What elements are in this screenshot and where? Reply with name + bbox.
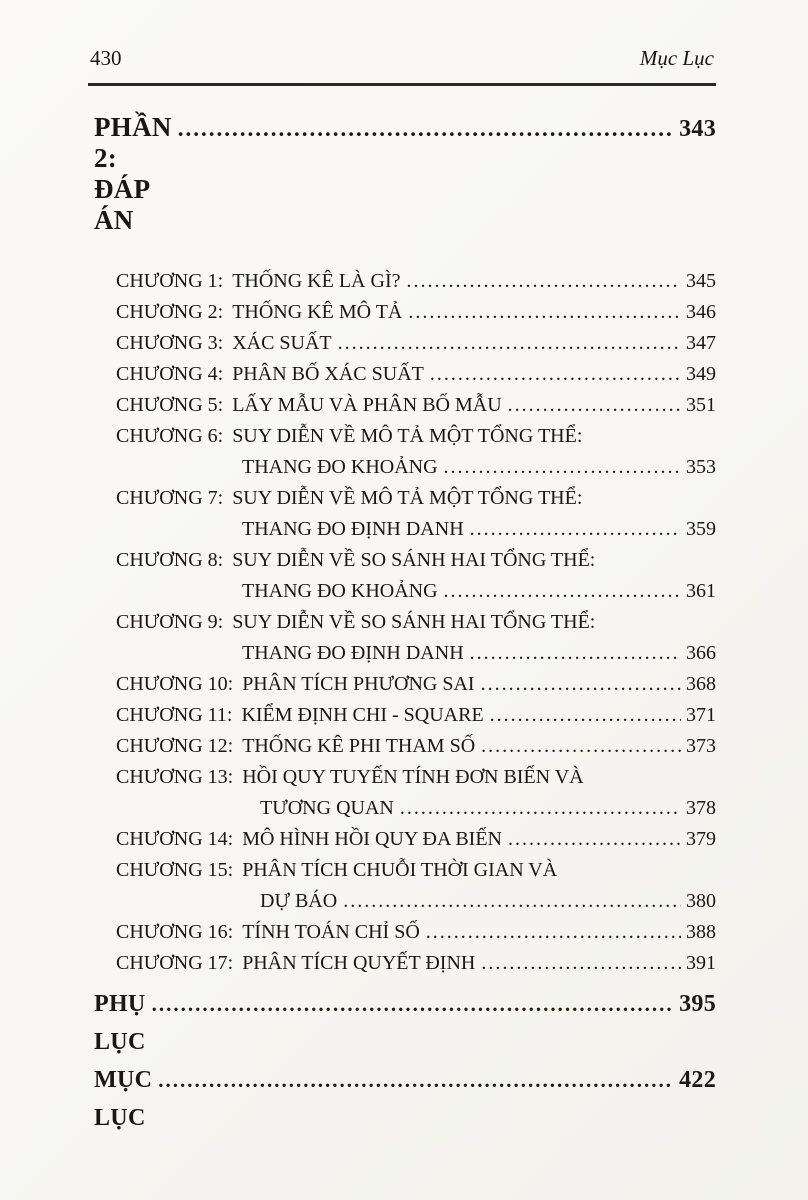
chapter-page-number: 368 — [686, 673, 716, 695]
folio-page-number: 430 — [90, 46, 122, 70]
chapter-title: PHÂN BỐ XÁC SUẤT — [232, 363, 424, 385]
chapter-label: CHƯƠNG 7: — [116, 487, 224, 509]
chapter-title: KIỂM ĐỊNH CHI - SQUARE — [241, 704, 484, 726]
chapter-title: SUY DIỄN VỀ SO SÁNH HAI TỔNG THỂ: — [232, 549, 596, 571]
toc-chapter-entry — [116, 855, 716, 917]
toc-chapter-entry — [116, 700, 716, 731]
chapter-label: CHƯƠNG 10: — [116, 673, 234, 695]
chapter-page-number: 388 — [686, 921, 716, 943]
dot-leader — [481, 731, 681, 762]
chapter-title: LẤY MẪU VÀ PHÂN BỐ MẪU — [232, 394, 502, 416]
dot-leader — [444, 452, 681, 483]
chapter-label: CHƯƠNG 1: — [116, 270, 224, 292]
backmatter-label: PHỤ LỤC — [94, 991, 146, 1055]
dot-leader — [408, 297, 681, 328]
toc-chapter-entry — [116, 421, 716, 483]
toc-backmatter-entry — [94, 985, 716, 1061]
dot-leader — [338, 328, 681, 359]
chapter-label: CHƯƠNG 6: — [116, 425, 224, 447]
chapter-title-continued: THANG ĐO ĐỊNH DANH — [242, 518, 464, 540]
dot-leader — [152, 985, 675, 1023]
toc-part-entry — [88, 112, 716, 236]
backmatter-page-number: 395 — [679, 991, 716, 1017]
chapter-label: CHƯƠNG 5: — [116, 394, 224, 416]
dot-leader — [178, 116, 674, 142]
chapter-title: SUY DIỄN VỀ MÔ TẢ MỘT TỔNG THỂ: — [232, 487, 583, 509]
dot-leader — [490, 700, 681, 731]
toc-chapter-entry — [116, 731, 716, 762]
dot-leader — [158, 1061, 674, 1099]
toc-backmatter-list — [88, 985, 716, 1137]
running-title: Mục Lục — [639, 46, 714, 70]
toc-chapter-entry — [116, 762, 716, 824]
chapter-page-number: 366 — [686, 642, 716, 664]
page-header — [88, 46, 716, 83]
chapter-title: TÍNH TOÁN CHỈ SỐ — [242, 921, 420, 943]
dot-leader — [430, 359, 681, 390]
chapter-title: PHÂN TÍCH CHUỖI THỜI GIAN VÀ — [242, 859, 558, 881]
chapter-page-number: 371 — [686, 704, 716, 726]
chapter-page-number: 361 — [686, 580, 716, 602]
part-page-number: 343 — [679, 116, 716, 142]
toc-chapter-entry — [116, 824, 716, 855]
toc-chapter-list — [88, 266, 716, 979]
dot-leader — [406, 266, 681, 297]
chapter-label: CHƯƠNG 8: — [116, 549, 224, 571]
chapter-title: THỐNG KÊ PHI THAM SỐ — [242, 735, 476, 757]
toc-chapter-entry — [116, 948, 716, 979]
dot-leader — [508, 824, 681, 855]
chapter-page-number: 347 — [686, 332, 716, 354]
toc-chapter-entry — [116, 359, 716, 390]
toc-chapter-entry — [116, 607, 716, 669]
chapter-page-number: 391 — [686, 952, 716, 974]
toc-chapter-entry — [116, 266, 716, 297]
chapter-label: CHƯƠNG 2: — [116, 301, 224, 323]
chapter-title: SUY DIỄN VỀ MÔ TẢ MỘT TỔNG THỂ: — [232, 425, 583, 447]
part-title: PHẦN 2: ĐÁP ÁN — [94, 112, 172, 235]
chapter-title-continued: THANG ĐO ĐỊNH DANH — [242, 642, 464, 664]
dot-leader — [400, 793, 681, 824]
chapter-page-number: 380 — [686, 890, 716, 912]
toc-chapter-entry — [116, 917, 716, 948]
chapter-label: CHƯƠNG 17: — [116, 952, 234, 974]
dot-leader — [508, 390, 681, 421]
dot-leader — [444, 576, 681, 607]
dot-leader — [470, 638, 681, 669]
toc-chapter-entry — [116, 545, 716, 607]
chapter-page-number: 378 — [686, 797, 716, 819]
header-rule — [88, 83, 716, 86]
backmatter-page-number: 422 — [679, 1067, 716, 1093]
chapter-title: PHÂN TÍCH PHƯƠNG SAI — [242, 673, 475, 695]
dot-leader — [343, 886, 681, 917]
chapter-title: HỒI QUY TUYẾN TÍNH ĐƠN BIẾN VÀ — [242, 766, 584, 788]
chapter-title: PHÂN TÍCH QUYẾT ĐỊNH — [242, 952, 476, 974]
dot-leader — [426, 917, 681, 948]
chapter-page-number: 353 — [686, 456, 716, 478]
toc-chapter-entry — [116, 390, 716, 421]
chapter-page-number: 349 — [686, 363, 716, 385]
chapter-title-continued: THANG ĐO KHOẢNG — [242, 580, 438, 602]
dot-leader — [481, 669, 681, 700]
chapter-label: CHƯƠNG 13: — [116, 766, 234, 788]
chapter-label: CHƯƠNG 12: — [116, 735, 234, 757]
chapter-label: CHƯƠNG 15: — [116, 859, 234, 881]
backmatter-label: MỤC LỤC — [94, 1067, 153, 1131]
chapter-page-number: 373 — [686, 735, 716, 757]
chapter-label: CHƯƠNG 11: — [116, 704, 233, 726]
chapter-page-number: 379 — [686, 828, 716, 850]
dot-leader — [470, 514, 681, 545]
chapter-title: XÁC SUẤT — [232, 332, 332, 354]
chapter-label: CHƯƠNG 9: — [116, 611, 224, 633]
chapter-title-continued: THANG ĐO KHOẢNG — [242, 456, 438, 478]
chapter-label: CHƯƠNG 14: — [116, 828, 234, 850]
chapter-page-number: 346 — [686, 301, 716, 323]
toc-chapter-entry — [116, 328, 716, 359]
chapter-title-continued: DỰ BÁO — [260, 890, 338, 912]
dot-leader — [481, 948, 681, 979]
chapter-page-number: 359 — [686, 518, 716, 540]
toc-chapter-entry — [116, 669, 716, 700]
chapter-title: MÔ HÌNH HỒI QUY ĐA BIẾN — [242, 828, 502, 850]
chapter-label: CHƯƠNG 3: — [116, 332, 224, 354]
chapter-page-number: 345 — [686, 270, 716, 292]
chapter-title-continued: TƯƠNG QUAN — [260, 797, 394, 819]
chapter-title: THỐNG KÊ LÀ GÌ? — [232, 270, 401, 292]
toc-chapter-entry — [116, 297, 716, 328]
toc-chapter-entry — [116, 483, 716, 545]
chapter-page-number: 351 — [686, 394, 716, 416]
chapter-title: THỐNG KÊ MÔ TẢ — [232, 301, 403, 323]
chapter-label: CHƯƠNG 4: — [116, 363, 224, 385]
chapter-title: SUY DIỄN VỀ SO SÁNH HAI TỔNG THỂ: — [232, 611, 596, 633]
chapter-label: CHƯƠNG 16: — [116, 921, 234, 943]
toc-backmatter-entry — [94, 1061, 716, 1137]
